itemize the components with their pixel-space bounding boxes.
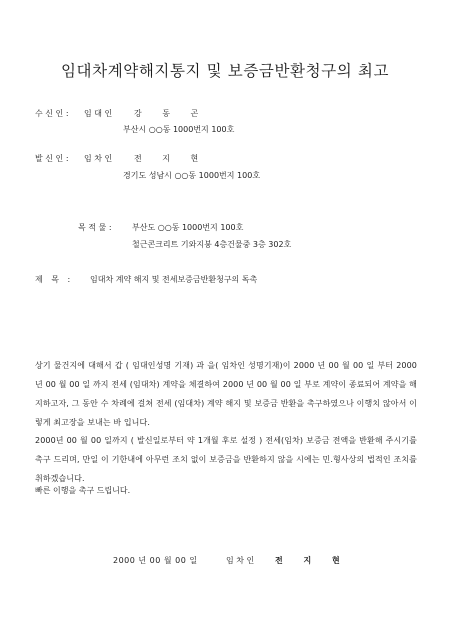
- sender-label: 발 신 인 :: [35, 154, 69, 163]
- sender-address: 경기도 성남시 ○○동 1000번지 100호: [123, 171, 261, 180]
- property-address: 부산도 ○○동 1000번지 100호: [132, 223, 244, 232]
- closing-line: 빠른 이행을 촉구 드립니다.: [35, 486, 131, 495]
- recipient-role: 임 대 인: [84, 109, 113, 118]
- body-paragraph-2: 2000년 00 월 00 일까지 ( 발신일로부터 약 1개월 후로 설정 ) 전세(임차) 보증금 전액을 반환해 주시기를 촉구 드리며, 만일 이 기한내에 아무런 조치 없이 보증금을 반환하지 않을 시에는 민.형사상의 법적인 조치를 취하겠습니다.: [35, 436, 417, 483]
- property-building: 철근콘크리트 기와지붕 4층건물중 3층 302호: [132, 240, 292, 249]
- document-title: 임대차계약해지통지 및 보증금반환청구의 최고: [60, 62, 390, 80]
- sender-role: 임 차 인: [84, 154, 113, 163]
- recipient-address: 부산시 ○○동 1000번지 100호: [123, 125, 235, 134]
- footer-role: 임 차 인: [226, 556, 255, 565]
- recipient-label: 수 신 인 :: [35, 109, 69, 118]
- footer-date: 2000 년 00 월 00 일: [113, 556, 198, 565]
- property-label: 목 적 물 :: [78, 223, 112, 232]
- recipient-name: 강 동 곤: [134, 109, 208, 118]
- subject-text: 임대차 계약 해지 및 전세보증금반환청구의 독촉: [90, 275, 258, 284]
- sender-name: 전 지 현: [134, 154, 208, 163]
- footer-name: 전 지 현: [275, 556, 349, 565]
- body-paragraph-1: 상기 물건지에 대해서 갑 ( 임대인성명 기재) 과 을( 임차인 성명기재)이 2000 년 00 월 00 일 부터 2000 년 00 월 00 일 까지 전세 (임대차) 계약을 체결하여 2000 년 00 월 00 일 부로 계약이 종료되어 계약을 해지하고자, 그 동안 수 차례에 걸쳐 전세 (임대차) 계약 해지 및 보증금 반환을 촉구하였으나 이행치 않아서 이렇게 최고장을 보내는 바 입니다.: [35, 361, 417, 427]
- subject-label: 제 목 :: [35, 275, 74, 284]
